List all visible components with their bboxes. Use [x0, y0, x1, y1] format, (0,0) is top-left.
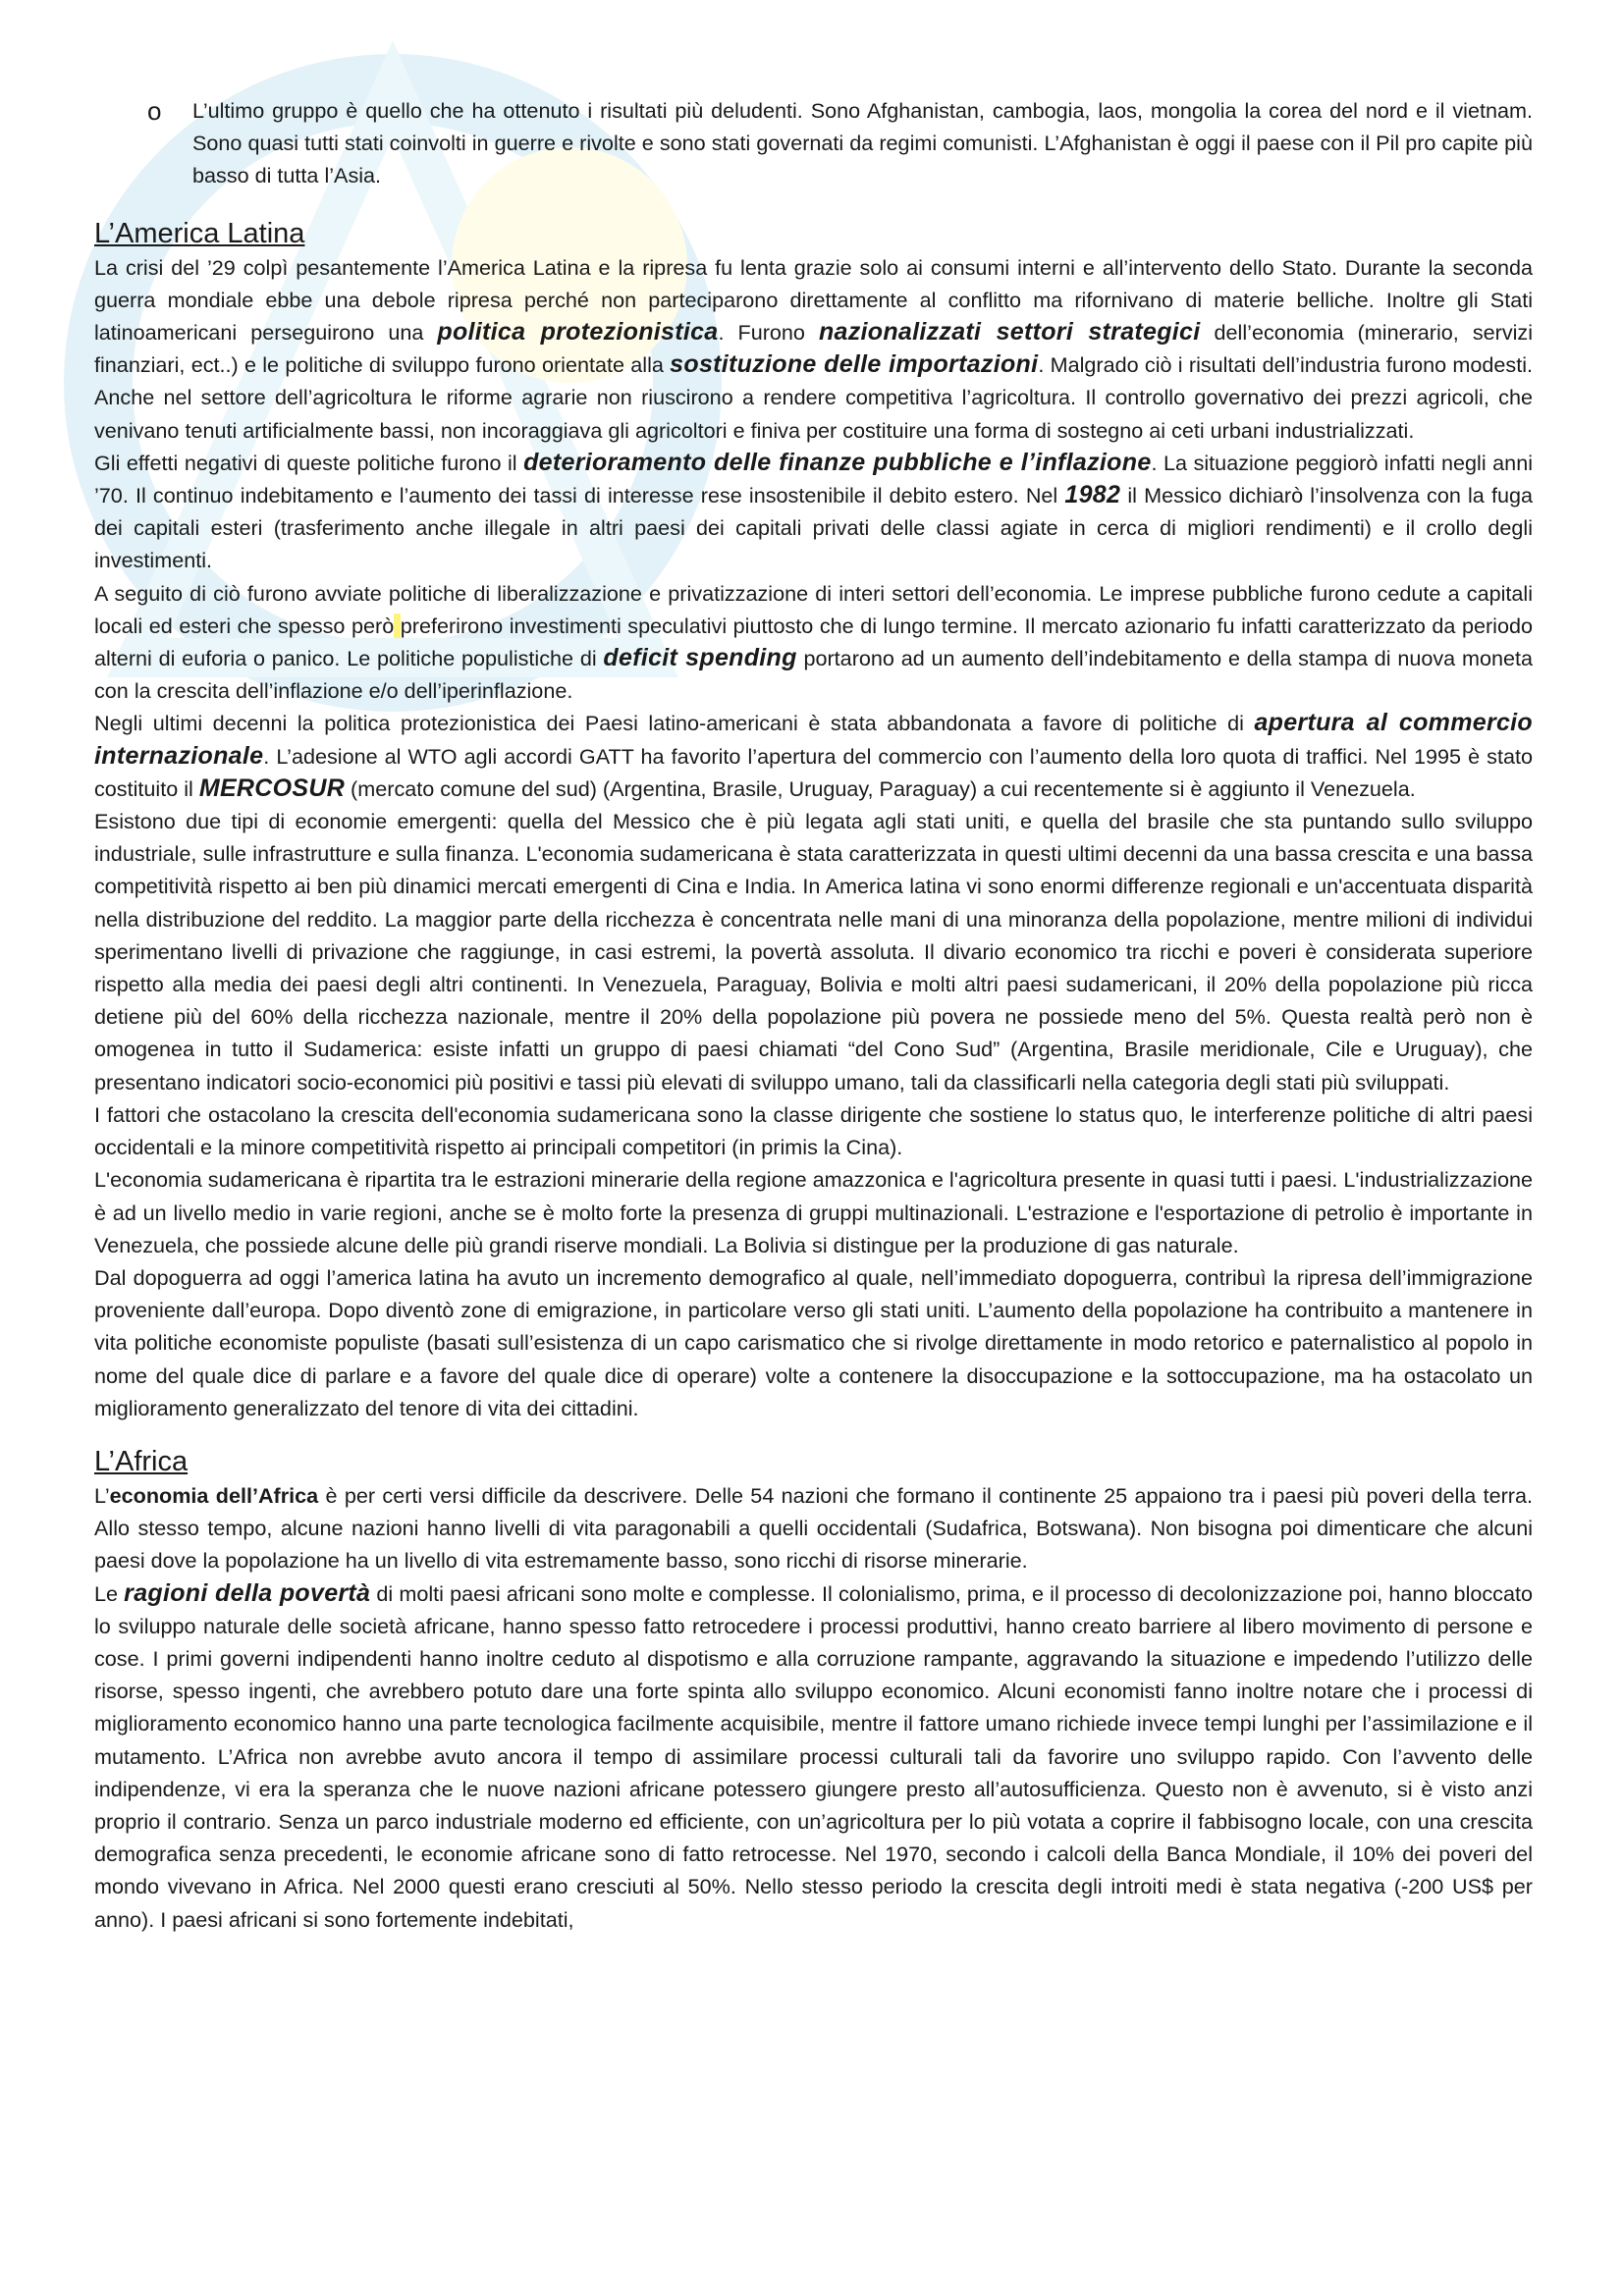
- emphasis-economia-africa: economia dell’Africa: [109, 1482, 319, 1508]
- document-page: [94, 94, 1533, 1936]
- emphasis-politica-protezionistica: politica protezionistica: [437, 318, 719, 347]
- emphasis-nazionalizzati: nazionalizzati settori strategici: [818, 318, 1201, 347]
- bullet-marker: o: [147, 96, 162, 126]
- africa-paragraph-1: L’economia dell’Africa è per certi versi difficile da descrivere. Delle 54 nazioni che formano il continente 25 appaiono tra i paesi più poveri della terra. Allo stesso tempo, alcune nazioni hanno livelli di vita paragonabili a quelli occidentali (Sudafrica, Botswana). Non bisogna poi dimenticare che alcuni paesi dove la popolazione ha un livello di vita estremamente basso, sono ricchi di risorse minerarie.: [94, 1482, 1533, 1574]
- latam-paragraph-6: I fattori che ostacolano la crescita dell'economia sudamericana sono la classe dirigente che sostiene lo status quo, le interferenze politiche di altri paesi occidentali e la minore competitività rispetto ai principali competitori (in primis la Cina).: [94, 1101, 1533, 1160]
- heading-america-latina: L’America Latina: [94, 217, 305, 249]
- africa-paragraph-2: Le ragioni della povertà di molti paesi africani sono molte e complesse. Il colonialismo, prima, e il processo di decolonizzazione poi, hanno bloccato lo sviluppo naturale delle società africane, hanno spesso fatto retrocedere i processi produttivi, hanno creato barriere al libero movimento di persone e cose. I primi governi indipendenti hanno inoltre ceduto al dispotismo e alla corruzione rampante, aggravando la situazione e impedendo l’utilizzo delle risorse, spesso ingenti, che avrebbero potuto dare una forte spinta allo sviluppo economico. Alcuni economisti fanno inoltre notare che i processi di miglioramento economico hanno una parte tecnologica facilmente acquisibile, mentre il fattore umano richiede invece tempi lunghi per l’assimilazione e il mutamento. L’Africa non avrebbe avuto ancora il tempo di assimilare processi culturali tali da favorire uno sviluppo rapido. Con l’avvento delle indipendenze, vi era la speranza che le nuove nazioni africane potessero giungere presto all’autosufficienza. Questo non è avvenuto, si è visto anzi proprio il contrario. Senza un parco industriale moderno ed efficiente, con un’agricoltura per lo più votata a coprire il fabbisogno locale, con una crescita demografica senza precedenti, le economie africane sono di fatto retrocesse. Nel 1970, secondo i calcoli della Banca Mondiale, il 10% dei poveri del mondo vivevano in Africa. Nel 2000 questi erano cresciuti al 50%. Nello stesso periodo la crescita degli introiti medi è stata negativa (-200 US$ per anno). I paesi africani si sono fortemente indebitati,: [94, 1578, 1533, 1932]
- latam-paragraph-8: Dal dopoguerra ad oggi l’america latina ha avuto un incremento demografico al quale, nell’immediato dopoguerra, contribuì la ripresa dell’immigrazione proveniente dall’europa. Dopo diventò zone di emigrazione, in particolare verso gli stati uniti. L’aumento della popolazione ha contribuito a mantenere in vita politiche economiste populiste (basati sull’esistenza di un capo carismatico che si rivolge direttamente in modo retorico e paternalistico al popolo in nome del quale dice di parlare e a favore del quale dice di operare) volte a contenere la disoccupazione e la sottoccupazione, ma ha ostacolato un miglioramento generalizzato del tenore di vita dei cittadini.: [94, 1264, 1533, 1420]
- heading-africa: L’Africa: [94, 1445, 189, 1477]
- latam-paragraph-4: Negli ultimi decenni la politica protezionistica dei Paesi latino-americani è stata abbandonata a favore di politiche di apertura al commercio internazionale. L’adesione al WTO agli accordi GATT ha favorito l’apertura del commercio con l’aumento della loro quota di traffici. Nel 1995 è stato costituito il MERCOSUR (mercato comune del sud) (Argentina, Brasile, Uruguay, Paraguay) a cui recentemente si è aggiunto il Venezuela.: [94, 709, 1533, 802]
- latam-paragraph-7: L'economia sudamericana è ripartita tra le estrazioni minerarie della regione amazzonica e l'agricoltura presente in quasi tutti i paesi. L'industrializzazione è ad un livello medio in varie regioni, anche se è molto forte la presenza di gruppi multinazionali. L'estrazione e l'esportazione di petrolio è importante in Venezuela, che possiede alcune delle più grandi riserve mondiali. La Bolivia si distingue per la produzione di gas naturale.: [94, 1167, 1533, 1257]
- emphasis-ragioni-poverta: ragioni della povertà: [124, 1578, 371, 1607]
- latam-paragraph-1: La crisi del ’29 colpì pesantemente l’America Latina e la ripresa fu lenta grazie solo ai consumi interni e all’intervento dello Stato. Durante la seconda guerra mondiale ebbe una debole ripresa perché non parteciparono direttamente al conflitto ma rifornivano di materie belliche. Inoltre gli Stati latinoamericani perseguirono una politica protezionistica. Furono nazionalizzati settori strategici dell’economia (minerario, servizi finanziari, ect..) e le politiche di sviluppo furono orientate alla sostituzione delle importazioni. Malgrado ciò i risultati dell’industria furono modesti. Anche nel settore dell’agricoltura le riforme agrarie non riuscirono a rendere competitiva l’agricoltura. Il controllo governativo dei prezzi agricoli, che venivano tenuti artificialmente bassi, non incoraggiava gli agricoltori e finiva per costituire una forma di sostegno ai ceti urbani industrializzati.: [94, 254, 1534, 443]
- emphasis-mercosur: MERCOSUR: [198, 774, 346, 802]
- emphasis-1982: 1982: [1064, 481, 1121, 509]
- bullet-item: [94, 94, 1533, 192]
- emphasis-deterioramento: deterioramento delle finanze pubbliche e l’inflazione: [523, 448, 1152, 476]
- emphasis-sostituzione-importazioni: sostituzione delle importazioni: [670, 350, 1039, 379]
- emphasis-deficit-spending: deficit spending: [603, 644, 797, 672]
- latam-paragraph-3: A seguito di ciò furono avviate politiche di liberalizzazione e privatizzazione di interi settori dell’economia. Le imprese pubbliche furono cedute a capitali locali ed esteri che spesso però preferirono investimenti speculativi piuttosto che di lungo termine. Il mercato azionario fu infatti caratterizzato da periodo alterni di euforia o panico. Le politiche populistiche di deficit spending portarono ad un aumento dell’indebitamento e della stampa di nuova moneta con la crescita dell’inflazione e/o dell’iperinflazione.: [94, 580, 1534, 704]
- bullet-text: L’ultimo gruppo è quello che ha ottenuto i risultati più deludenti. Sono Afghanistan, cambogia, laos, mongolia la corea del nord e il vietnam. Sono quasi tutti stati coinvolti in guerre e rivolte e sono stati governati da regimi comunisti. L’Afghanistan è oggi il paese con il Pil pro capite più basso di tutta l’Asia.: [192, 98, 1533, 188]
- emphasis-apertura-commercio: apertura al commercio internazionale: [94, 709, 1533, 770]
- latam-paragraph-5: Esistono due tipi di economie emergenti: quella del Messico che è più legata agli stati uniti, e quella del brasile che sta puntando sullo sviluppo industriale, sulle infrastrutture e sulla finanza. L'economia sudamericana è stata caratterizzata in questi ultimi decenni da una bassa crescita e una bassa competitività rispetto ai ben più dinamici mercati emergenti di Cina e India. In America latina vi sono enormi differenze regionali e un'accentuata disparità nella distribuzione del reddito. La maggior parte della ricchezza è concentrata nelle mani di una minoranza della popolazione, mentre milioni di individui sperimentano livelli di privazione che raggiunge, in casi estremi, la povertà assoluta. Il divario economico tra ricchi e poveri è considerata superiore rispetto alla media dei paesi degli altri continenti. In Venezuela, Paraguay, Bolivia e molti altri paesi sudamericani, il 20% della popolazione più ricca detiene più del 60% della ricchezza nazionale, mentre il 20% della popolazione più povera ne possiede meno del 5%. Questa realtà però non è omogenea in tutto il Sudamerica: esiste infatti un gruppo di paesi chiamati “del Cono Sud” (Argentina, Brasile meridionale, Cile e Uruguay), che presentano indicatori socio-economici più positivi e tassi più elevati di sviluppo umano, tali da classificarli nella categoria degli stati più sviluppati.: [94, 809, 1533, 1095]
- latam-paragraph-2: Gli effetti negativi di queste politiche furono il deterioramento delle finanze pubbliche e l’inflazione. La situazione peggiorò infatti negli anni ’70. Il continuo indebitamento e l’aumento dei tassi di interesse rese insostenibile il debito estero. Nel 1982 il Messico dichiarò l’insolvenza con la fuga dei capitali esteri (trasferimento anche illegale in altri paesi dei capitali privati delle classi agiate in cerca di migliori rendimenti) e il crollo degli investimenti.: [94, 448, 1534, 573]
